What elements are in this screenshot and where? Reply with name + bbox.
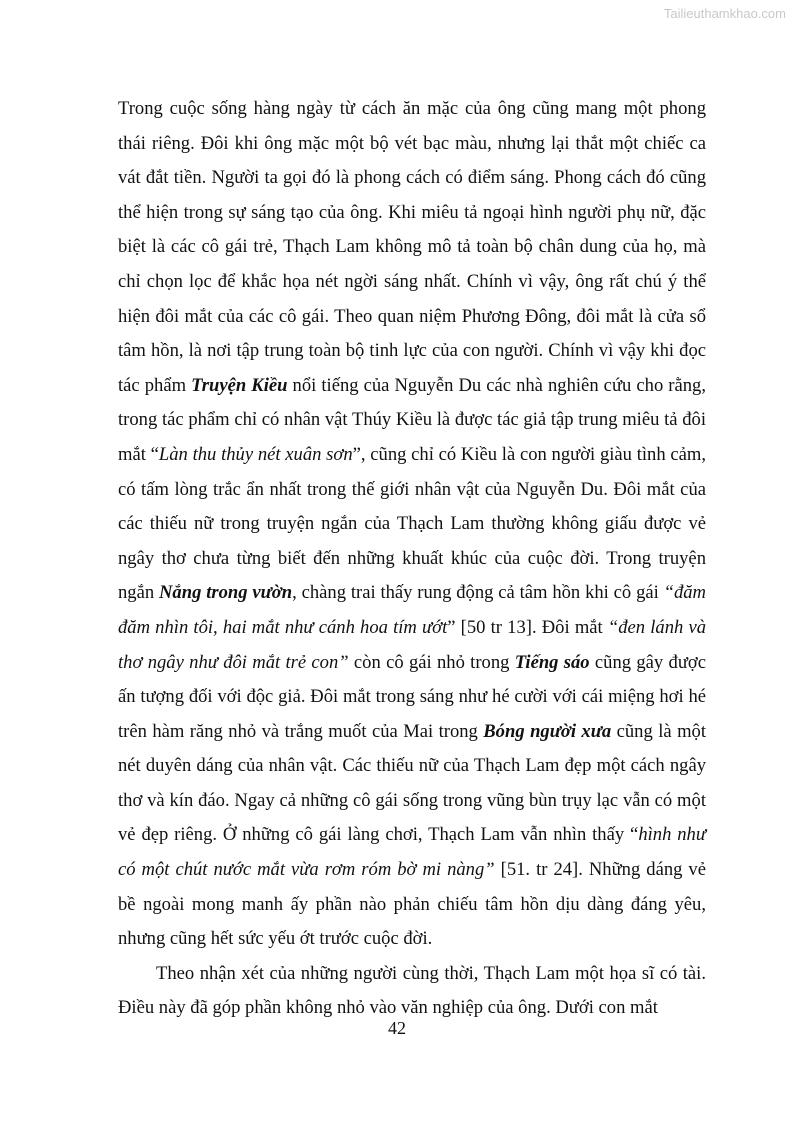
text-run: Trong cuộc sống hàng ngày từ cách ăn mặc của ông cũng mang một phong thái riêng. Đôi khi ông mặc một bộ vét bạc màu, nhưng lại thắt một chiếc ca vát đắt tiền. Người ta gọi đó là phong cách có điểm sáng. Phong cách đó cũng thể hiện trong sự sáng tạo của ông. Khi miêu tả ngoại hình người phụ nữ, đặc biệt là các cô gái trẻ, Thạch Lam không mô tả toàn bộ chân dung của họ, mà chỉ chọn lọc để khắc họa nét ngời sáng nhất. Chính vì vậy, ông rất chú ý thể hiện đôi mắt của các cô gái. Theo quan niệm Phương Đông, đôi mắt là cửa sổ tâm hồn, là nơi tập trung toàn bộ tinh lực của con người. Chính vì vậy khi đọc tác phẩm xyxy=(118,98,706,396)
watermark-text: Tailieuthamkhao.com xyxy=(663,6,786,21)
text-run: , chàng trai thấy rung động cả tâm hồn khi cô gái xyxy=(292,582,664,604)
text-run: ”, cũng chỉ có Kiều là con người giàu tình cảm, có tấm lòng trắc ẩn nhất trong thế giới nhân vật của Nguyễn Du. Đôi mắt của các thiếu nữ trong truyện ngắn của Thạch Lam thường không giấu được vẻ ngây thơ chưa từng biết đến những khuất khúc của cuộc đời. Trong truyện ngắn xyxy=(118,443,706,604)
page-number: 42 xyxy=(388,1018,406,1038)
work-title-truyen-kieu: Truyện Kiều xyxy=(191,374,288,396)
work-title-tieng-sao: Tiếng sáo xyxy=(514,651,590,673)
text-run: ” [50 tr 13]. Đôi mắt xyxy=(447,616,608,638)
text-run: nổi tiếng của Nguyễn Du các nhà nghiên cứu cho rằng, trong tác phẩm chỉ có nhân vật Thúy Kiều là được tác giả tập trung miêu tả đôi mắt “ xyxy=(118,374,706,465)
text-run: [51. tr 24]. Những dáng vẻ bề ngoài mong manh ấy phần nào phản chiếu tâm hồn dịu dàng đáng yêu, nhưng cũng hết sức yếu ớt trước cuộc đời. xyxy=(118,859,706,950)
paragraph-1 xyxy=(118,92,706,957)
work-title-bong-nguoi-xua: Bóng người xưa xyxy=(483,720,612,742)
quotation: hình như có một chút nước mắt vừa rơm róm bờ mi nàng” xyxy=(118,824,706,881)
quotation: Làn thu thủy nét xuân sơn xyxy=(158,443,353,465)
quotation: “đăm đăm nhìn tôi, hai mắt như cánh hoa tím ướt xyxy=(118,582,706,638)
text-run: cũng là một nét duyên dáng của nhân vật. Các thiếu nữ của Thạch Lam đẹp một cách ngây thơ và kín đáo. Ngay cả những cô gái sống trong vũng bùn trụy lạc vẫn có một vẻ đẹp riêng. Ở những cô gái làng chơi, Thạch Lam vẫn nhìn thấy “ xyxy=(118,720,706,846)
work-title-nang-trong-vuon: Nắng trong vườn xyxy=(159,582,293,604)
page-body xyxy=(118,92,706,1026)
text-run: cũng gây được ấn tượng đối với độc giả. Đôi mắt trong sáng như hé cười với cái miệng hơi hé trên hàm răng nhỏ và trắng muốt của Mai trong xyxy=(118,651,706,742)
paragraph-2: Theo nhận xét của những người cùng thời, Thạch Lam một họa sĩ có tài. Điều này đã góp phần không nhỏ vào văn nghiệp của ông. Dưới con mắt xyxy=(118,962,706,1019)
text-run: còn cô gái nhỏ trong xyxy=(348,651,515,673)
quotation: “đen lánh và thơ ngây như đôi mắt trẻ con” xyxy=(118,616,707,673)
